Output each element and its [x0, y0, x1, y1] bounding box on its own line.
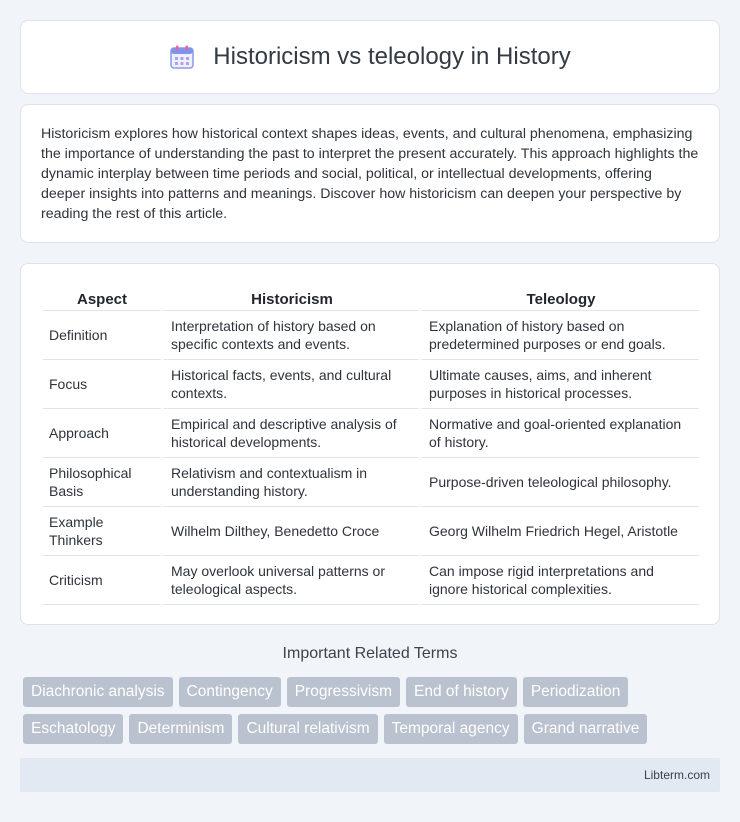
calendar-icon [169, 44, 195, 70]
intro-text: Historicism explores how historical context shapes ideas, events, and cultural phenomena, emphasizing the importance of understanding the past to interpret the present accurately. This approach highlights the dynamic interplay between time periods and social, political, or intellectual developments, offering deeper insights into patterns and meanings. Discover how historicism can deepen your perspective by reading the rest of this article. [41, 126, 699, 222]
aspect-cell: Focus [43, 360, 161, 409]
tag-eschatology[interactable]: Eschatology [23, 714, 123, 744]
intro-card [20, 104, 720, 243]
related-terms [23, 677, 723, 751]
header-historicism: Historicism [161, 283, 419, 311]
table-row [43, 311, 699, 360]
teleology-cell: Explanation of history based on predetermined purposes or end goals. [419, 311, 699, 360]
aspect-cell: Example Thinkers [43, 507, 161, 556]
historicism-cell: Wilhelm Dilthey, Benedetto Croce [161, 507, 419, 556]
teleology-cell: Ultimate causes, aims, and inherent purposes in historical processes. [419, 360, 699, 409]
tag-determinism[interactable]: Determinism [129, 714, 232, 744]
footer-site-link[interactable]: Libterm.com [643, 768, 710, 782]
aspect-cell: Philosophical Basis [43, 458, 161, 507]
table-row [43, 556, 699, 605]
comparison-table-card [20, 263, 720, 625]
header-teleology: Teleology [419, 283, 699, 311]
table-row [43, 409, 699, 458]
footer [20, 758, 720, 792]
tag-row [23, 714, 723, 744]
teleology-cell: Can impose rigid interpretations and ignore historical complexities. [419, 556, 699, 605]
tag-grand-narrative[interactable]: Grand narrative [524, 714, 648, 744]
teleology-cell: Normative and goal-oriented explanation of history. [419, 409, 699, 458]
page-title: Historicism vs teleology in History [213, 43, 571, 70]
aspect-cell: Criticism [43, 556, 161, 605]
historicism-cell: Historical facts, events, and cultural contexts. [161, 360, 419, 409]
teleology-cell: Georg Wilhelm Friedrich Hegel, Aristotle [419, 507, 699, 556]
header-card [20, 20, 720, 94]
tag-progressivism[interactable]: Progressivism [287, 677, 400, 707]
tag-diachronic-analysis[interactable]: Diachronic analysis [23, 677, 173, 707]
table-row [43, 458, 699, 507]
tag-end-of-history[interactable]: End of history [406, 677, 517, 707]
table-row [43, 507, 699, 556]
aspect-cell: Approach [43, 409, 161, 458]
tag-periodization[interactable]: Periodization [523, 677, 629, 707]
historicism-cell: Interpretation of history based on specific contexts and events. [161, 311, 419, 360]
tag-cultural-relativism[interactable]: Cultural relativism [238, 714, 377, 744]
comparison-table [43, 283, 699, 605]
teleology-cell: Purpose-driven teleological philosophy. [419, 458, 699, 507]
tag-contingency[interactable]: Contingency [179, 677, 281, 707]
historicism-cell: Relativism and contextualism in understanding history. [161, 458, 419, 507]
aspect-cell: Definition [43, 311, 161, 360]
related-terms-title: Important Related Terms [282, 645, 458, 662]
historicism-cell: May overlook universal patterns or teleological aspects. [161, 556, 419, 605]
table-header-row [43, 283, 699, 311]
historicism-cell: Empirical and descriptive analysis of historical developments. [161, 409, 419, 458]
tag-row [23, 677, 723, 707]
tag-temporal-agency[interactable]: Temporal agency [384, 714, 518, 744]
table-row [43, 360, 699, 409]
header-aspect: Aspect [43, 283, 161, 311]
